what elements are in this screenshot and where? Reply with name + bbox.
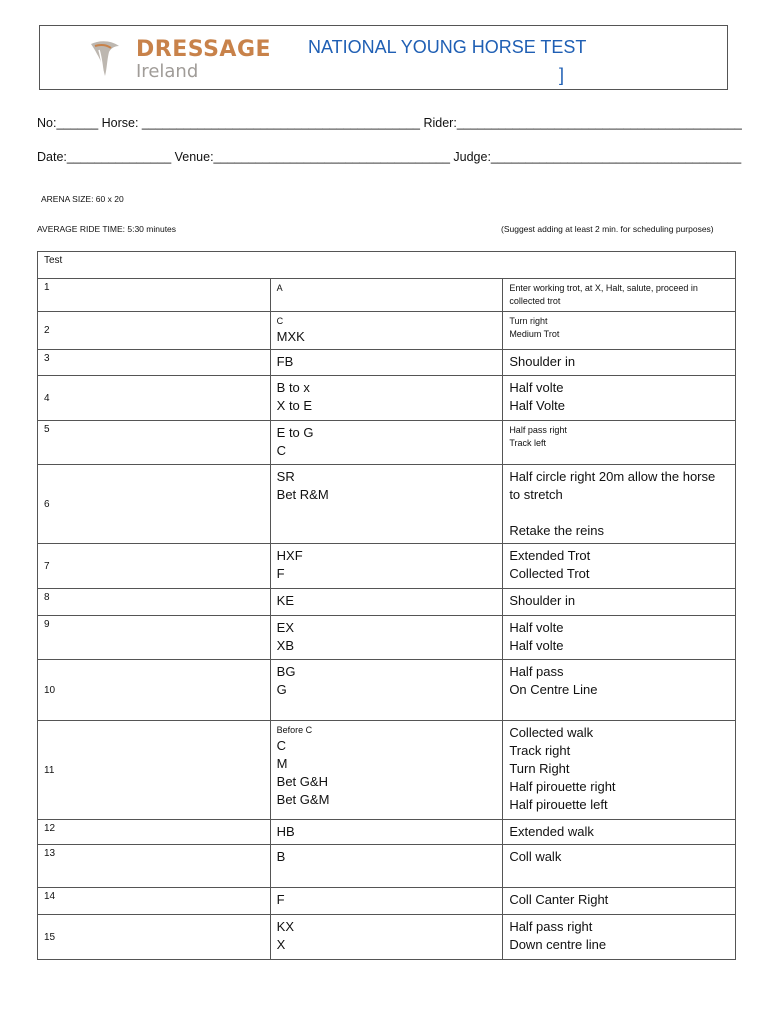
table-row <box>38 376 736 421</box>
table-row <box>38 616 736 660</box>
movement-text: Extended walk <box>509 824 594 839</box>
marker-text: M <box>276 756 288 771</box>
movement-text: Retake the reins <box>509 523 604 538</box>
table-row <box>38 544 736 589</box>
field-line-no-horse-rider[interactable]: No:______ Horse: ________________________________________ Rider:_________________________________________ <box>37 116 742 130</box>
movement-cell <box>503 888 736 915</box>
movement-number: 10 <box>38 660 271 721</box>
movement-text: Turn Right <box>509 761 570 776</box>
marker-text: X to E <box>276 398 313 413</box>
marker-text: B <box>276 849 286 864</box>
marker-text: Bet R&M <box>276 487 329 502</box>
movement-text: Half volte <box>509 620 564 635</box>
movement-number: 1 <box>38 279 271 312</box>
movement-number: 7 <box>38 544 271 589</box>
marker-text: E to G <box>276 425 314 440</box>
marker-cell <box>270 465 503 544</box>
marker-text: B to x <box>276 380 310 395</box>
movement-text: Half circle right 20m allow the horse to stretch <box>509 469 716 502</box>
movement-text: Half Volte <box>509 398 565 413</box>
movement-cell <box>503 350 736 376</box>
movement-number: 5 <box>38 421 271 465</box>
movement-text: Half volte <box>509 638 564 653</box>
marker-text: A <box>276 283 283 293</box>
logo-text <box>136 38 271 82</box>
marker-text: FB <box>276 354 294 369</box>
table-row <box>38 589 736 616</box>
marker-text: KE <box>276 593 294 608</box>
movement-cell <box>503 820 736 845</box>
movement-text: Half volte <box>509 380 564 395</box>
table-row <box>38 279 736 312</box>
movement-text: Collected walk <box>509 725 594 740</box>
movement-text: Shoulder in <box>509 593 576 608</box>
table-row <box>38 660 736 721</box>
movement-number: 9 <box>38 616 271 660</box>
logo-word-ireland: Ireland <box>136 61 199 82</box>
marker-text: G <box>276 682 287 697</box>
marker-text: XB <box>276 638 294 653</box>
movement-cell <box>503 465 736 544</box>
table-row <box>38 845 736 888</box>
marker-text: SR <box>276 469 295 484</box>
marker-text: F <box>276 892 285 907</box>
movement-number: 13 <box>38 845 271 888</box>
marker-text: F <box>276 566 285 581</box>
field-line-date-venue-judge[interactable]: Date:_______________ Venue:__________________________________ Judge:____________________________________ <box>37 150 742 164</box>
movement-cell <box>503 721 736 820</box>
table-row <box>38 721 736 820</box>
table-row <box>38 820 736 845</box>
movement-number: 2 <box>38 312 271 350</box>
scheduling-note: (Suggest adding at least 2 min. for scheduling purposes) <box>501 224 714 234</box>
marker-cell <box>270 888 503 915</box>
marker-text: EX <box>276 620 294 635</box>
movement-cell <box>503 312 736 350</box>
marker-cell <box>270 820 503 845</box>
movement-text: Turn right <box>509 316 548 326</box>
marker-text: Bet G&M <box>276 792 330 807</box>
movement-cell <box>503 544 736 589</box>
marker-cell <box>270 721 503 820</box>
header-box <box>39 25 728 90</box>
marker-text: HXF <box>276 548 303 563</box>
movement-text <box>509 504 729 522</box>
marker-text: C <box>276 443 287 458</box>
marker-text: X <box>276 937 286 952</box>
movement-text: Half pirouette left <box>509 797 608 812</box>
ride-time: AVERAGE RIDE TIME: 5:30 minutes <box>37 224 177 234</box>
marker-cell <box>270 312 503 350</box>
table-row <box>38 465 736 544</box>
marker-cell <box>270 376 503 421</box>
movement-cell <box>503 915 736 960</box>
movement-text: Enter working trot, at X, Halt, salute, proceed in collected trot <box>509 283 698 306</box>
movement-cell <box>503 589 736 616</box>
marker-text: BG <box>276 664 296 679</box>
marker-text: HB <box>276 824 295 839</box>
movement-text: Half pass <box>509 664 564 679</box>
movement-text: Coll walk <box>509 849 562 864</box>
marker-cell <box>270 350 503 376</box>
movement-cell <box>503 660 736 721</box>
movement-number: 3 <box>38 350 271 376</box>
test-table-body <box>38 252 736 960</box>
movement-text: Extended Trot <box>509 548 591 563</box>
movement-number: 4 <box>38 376 271 421</box>
marker-text: Bet G&H <box>276 774 328 789</box>
marker-cell <box>270 616 503 660</box>
table-caption: Test <box>38 252 736 279</box>
marker-cell <box>270 544 503 589</box>
movement-text: Half pass right <box>509 919 593 934</box>
marker-text: MXK <box>276 329 305 344</box>
movement-text: Track left <box>509 438 546 448</box>
movement-text: Down centre line <box>509 937 607 952</box>
movement-text: Coll Canter Right <box>509 892 609 907</box>
table-caption-row <box>38 252 736 279</box>
movement-number: 15 <box>38 915 271 960</box>
movement-cell <box>503 845 736 888</box>
table-row <box>38 915 736 960</box>
movement-text: Shoulder in <box>509 354 576 369</box>
movement-number: 8 <box>38 589 271 616</box>
marker-cell <box>270 421 503 465</box>
table-row <box>38 888 736 915</box>
table-row <box>38 312 736 350</box>
movement-number: 12 <box>38 820 271 845</box>
table-row <box>38 421 736 465</box>
marker-text: KX <box>276 919 294 934</box>
movement-number: 6 <box>38 465 271 544</box>
arena-size: ARENA SIZE: 60 x 20 <box>41 194 124 204</box>
marker-cell <box>270 660 503 721</box>
marker-cell <box>270 589 503 616</box>
logo-word-dressage: DRESSAGE <box>136 37 272 62</box>
marker-text: C <box>276 738 287 753</box>
movement-number: 14 <box>38 888 271 915</box>
movement-cell <box>503 616 736 660</box>
movement-text: Track right <box>509 743 571 758</box>
marker-cell <box>270 279 503 312</box>
movement-cell <box>503 421 736 465</box>
marker-cell <box>270 915 503 960</box>
marker-text: C <box>276 316 284 326</box>
movement-cell <box>503 376 736 421</box>
marker-cell <box>270 845 503 888</box>
test-table <box>37 251 736 960</box>
movement-cell <box>503 279 736 312</box>
page-title: NATIONAL YOUNG HORSE TEST <box>308 37 587 57</box>
movement-text: Collected Trot <box>509 566 590 581</box>
movement-text: On Centre Line <box>509 682 598 697</box>
marker-text: Before C <box>276 725 313 735</box>
movement-number: 11 <box>38 721 271 820</box>
movement-text: Half pass right <box>509 425 567 435</box>
table-row <box>38 350 736 376</box>
title-bracket: ] <box>559 65 565 85</box>
movement-text: Half pirouette right <box>509 779 616 794</box>
movement-text: Medium Trot <box>509 329 560 339</box>
